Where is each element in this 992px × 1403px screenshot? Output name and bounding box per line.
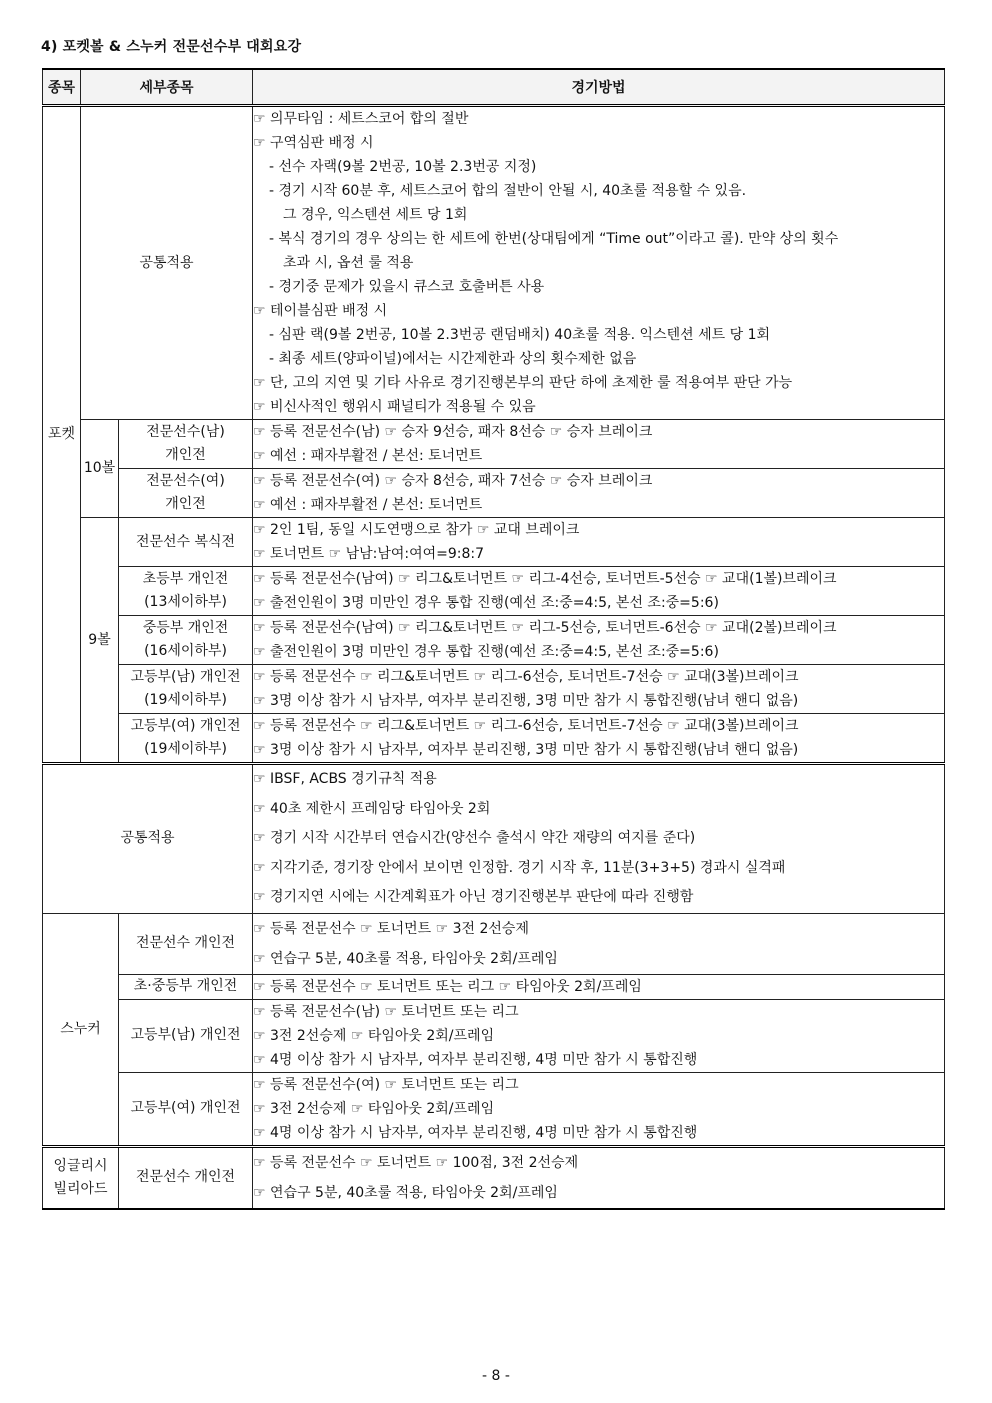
method-cell [253, 616, 945, 665]
method-line: - 경기중 문제가 있을시 큐스코 호출버튼 사용 [269, 279, 545, 295]
method-line: ☞ 등록 전문선수 ☞ 토너먼트 ☞ 3전 2선승제 [253, 920, 529, 937]
method-line: ☞ 등록 전문선수 ☞ 리그&토너먼트 ☞ 리그-6선승, 토너먼트-7선승 ☞ 교대(3볼)브레이크 [253, 669, 799, 685]
event-name [119, 420, 253, 469]
method-line: ☞ 의무타임 : 세트스코어 합의 절반 [253, 111, 469, 127]
method-line: ☞ 3전 2선승제 ☞ 타임아웃 2회/프레임 [253, 1100, 495, 1117]
category-label-line: 빌리아드 [53, 1180, 108, 1197]
event-name: 전문선수 개인전 [119, 913, 253, 974]
event-name-line: (19세이하부) [144, 741, 227, 757]
table-row [43, 469, 945, 518]
category-label-line: 잉글리시 [53, 1157, 108, 1174]
table-row [43, 714, 945, 764]
method-cell [253, 469, 945, 518]
table-row [43, 106, 945, 420]
method-line: ☞ 2인 1팀, 동일 시도연맹으로 참가 ☞ 교대 브레이크 [253, 522, 580, 538]
table-row [43, 665, 945, 714]
table-row [43, 764, 945, 914]
method-line: ☞ 단, 고의 지연 및 기타 사유로 경기진행본부의 판단 하에 초제한 룰 적용여부 판단 가능 [253, 375, 793, 391]
event-name [119, 665, 253, 714]
table-row [43, 1072, 945, 1146]
method-line: ☞ 3명 이상 참가 시 남자부, 여자부 분리진행, 3명 미만 참가 시 통합진행(남녀 핸디 없음) [253, 693, 799, 709]
method-line: ☞ 등록 전문선수(남여) ☞ 리그&토너먼트 ☞ 리그-4선승, 토너먼트-5선승 ☞ 교대(1볼)브레이크 [253, 571, 837, 587]
method-line: - 최종 세트(양파이널)에서는 시간제한과 상의 횟수제한 없음 [269, 351, 637, 367]
method-line: ☞ 지각기준, 경기장 안에서 보이면 인정함. 경기 시작 후, 11분(3+3+5) 경과시 실격패 [253, 859, 786, 876]
event-name-line: 전문선수 복식전 [135, 533, 236, 550]
event-name [119, 714, 253, 764]
event-name [119, 616, 253, 665]
subcategory-common: 공통적용 [43, 764, 253, 914]
method-line: ☞ 비신사적인 행위시 패널티가 적용될 수 있음 [253, 399, 536, 415]
event-name-line: 전문선수(여) [146, 473, 225, 489]
table-row [43, 974, 945, 999]
method-cell [253, 974, 945, 999]
method-line: ☞ 등록 전문선수 ☞ 토너먼트 또는 리그 ☞ 타임아웃 2회/프레임 [253, 978, 642, 995]
event-name-line: 고등부(여) 개인전 [130, 718, 241, 734]
method-line: ☞ 예선 : 패자부활전 / 본선: 토너먼트 [253, 448, 483, 464]
method-line: ☞ 경기지연 시에는 시간계획표가 아닌 경기진행본부 판단에 따라 진행함 [253, 889, 694, 905]
event-name-line: 고등부(남) 개인전 [130, 669, 241, 685]
event-name: 고등부(여) 개인전 [119, 1072, 253, 1146]
method-cell [253, 420, 945, 469]
method-line: ☞ 등록 전문선수(남) ☞ 토너먼트 또는 리그 [253, 1003, 519, 1020]
event-name [119, 518, 253, 567]
event-name-line: (16세이하부) [144, 643, 227, 659]
method-cell [253, 1072, 945, 1146]
method-line: ☞ 등록 전문선수 ☞ 토너먼트 ☞ 100점, 3전 2선승제 [253, 1154, 579, 1171]
method-line: - 복식 경기의 경우 상의는 한 세트에 한번(상대팀에게 “Time out”이라고 콜). 만약 상의 횟수 [269, 231, 839, 247]
method-line: ☞ 4명 이상 참가 시 남자부, 여자부 분리진행, 4명 미만 참가 시 통합진행 [253, 1124, 698, 1141]
table-row [43, 420, 945, 469]
category-pocket: 포켓 [43, 106, 81, 764]
table-row [43, 616, 945, 665]
method-line: ☞ IBSF, ACBS 경기규칙 적용 [253, 771, 437, 787]
method-cell [253, 106, 945, 420]
section-title: 4) 포켓볼 & 스누커 전문선수부 대회요강 [41, 39, 302, 55]
method-cell [253, 1146, 945, 1209]
method-line: ☞ 예선 : 패자부활전 / 본선: 토너먼트 [253, 497, 483, 513]
event-name: 고등부(남) 개인전 [119, 999, 253, 1072]
table-row [43, 567, 945, 616]
table-row [43, 518, 945, 567]
method-cell [253, 665, 945, 714]
method-cell [253, 999, 945, 1072]
event-name-line: 개인전 [165, 496, 206, 512]
method-line: 초과 시, 옵션 룰 적용 [283, 255, 414, 271]
header-method: 경기방법 [253, 69, 945, 106]
method-cell [253, 913, 945, 974]
method-line: ☞ 등록 전문선수(여) ☞ 토너먼트 또는 리그 [253, 1076, 519, 1093]
method-line: ☞ 출전인원이 3명 미만인 경우 통합 진행(예선 조:중=4:5, 본선 조:중=5:6) [253, 595, 719, 611]
method-line: ☞ 토너먼트 ☞ 남남:남여:여여=9:8:7 [253, 546, 485, 562]
method-line: ☞ 4명 이상 참가 시 남자부, 여자부 분리진행, 4명 미만 참가 시 통합진행 [253, 1051, 698, 1068]
event-name-line: (13세이하부) [144, 594, 227, 610]
event-name [119, 567, 253, 616]
method-line: ☞ 테이블심판 배정 시 [253, 303, 388, 319]
method-cell [253, 714, 945, 764]
method-line: ☞ 구역심판 배정 시 [253, 135, 374, 151]
event-name-line: (19세이하부) [144, 692, 227, 708]
category-snooker: 스누커 [43, 913, 119, 1146]
method-line: ☞ 등록 전문선수(남) ☞ 승자 9선승, 패자 8선승 ☞ 승자 브레이크 [253, 424, 653, 440]
method-line: ☞ 3전 2선승제 ☞ 타임아웃 2회/프레임 [253, 1027, 495, 1044]
method-line: - 심판 랙(9볼 2번공, 10볼 2.3번공 랜덤배치) 40초룰 적용. 익스텐션 세트 당 1회 [269, 327, 771, 343]
method-line: ☞ 출전인원이 3명 미만인 경우 통합 진행(예선 조:중=4:5, 본선 조:중=5:6) [253, 644, 719, 660]
event-name-line: 중등부 개인전 [142, 620, 229, 636]
method-line: ☞ 등록 전문선수 ☞ 리그&토너먼트 ☞ 리그-6선승, 토너먼트-7선승 ☞ 교대(3볼)브레이크 [253, 718, 799, 734]
category-english-billiards [43, 1146, 119, 1209]
table-row [43, 999, 945, 1072]
method-cell [253, 518, 945, 567]
subcategory-10ball: 10볼 [81, 420, 119, 518]
table-header-row [43, 69, 945, 106]
event-name-line: 개인전 [165, 447, 206, 463]
event-name [119, 469, 253, 518]
method-line: ☞ 40초 제한시 프레임당 타임아웃 2회 [253, 800, 491, 817]
method-line: ☞ 경기 시작 시간부터 연습시간(양선수 출석시 약간 재량의 여지를 준다) [253, 830, 696, 846]
table-row [43, 913, 945, 974]
subcategory-9ball: 9볼 [81, 518, 119, 764]
method-line: ☞ 3명 이상 참가 시 남자부, 여자부 분리진행, 3명 미만 참가 시 통합진행(남녀 핸디 없음) [253, 742, 799, 758]
header-subcategory: 세부종목 [81, 69, 253, 106]
method-cell [253, 764, 945, 914]
method-cell [253, 567, 945, 616]
event-name: 전문선수 개인전 [119, 1146, 253, 1209]
method-line: ☞ 등록 전문선수(여) ☞ 승자 8선승, 패자 7선승 ☞ 승자 브레이크 [253, 473, 653, 489]
method-line: ☞ 연습구 5분, 40초룰 적용, 타임아웃 2회/프레임 [253, 1184, 558, 1201]
table-row [43, 1146, 945, 1209]
method-line: ☞ 등록 전문선수(남여) ☞ 리그&토너먼트 ☞ 리그-5선승, 토너먼트-6선승 ☞ 교대(2볼)브레이크 [253, 620, 837, 636]
method-line: 그 경우, 익스텐션 세트 당 1회 [283, 207, 468, 223]
header-category: 종목 [43, 69, 81, 106]
method-line: - 선수 자랙(9볼 2번공, 10볼 2.3번공 지정) [269, 159, 537, 175]
subcategory-common: 공통적용 [81, 106, 253, 420]
event-name: 초·중등부 개인전 [119, 974, 253, 999]
event-name-line: 초등부 개인전 [142, 571, 229, 587]
method-line: - 경기 시작 60분 후, 세트스코어 합의 절반이 안될 시, 40초룰 적용할 수 있음. [269, 183, 747, 199]
page-number: - 8 - [482, 1368, 510, 1384]
method-line: ☞ 연습구 5분, 40초룰 적용, 타임아웃 2회/프레임 [253, 950, 558, 967]
event-name-line: 전문선수(남) [146, 424, 225, 440]
rules-table [42, 68, 945, 1210]
